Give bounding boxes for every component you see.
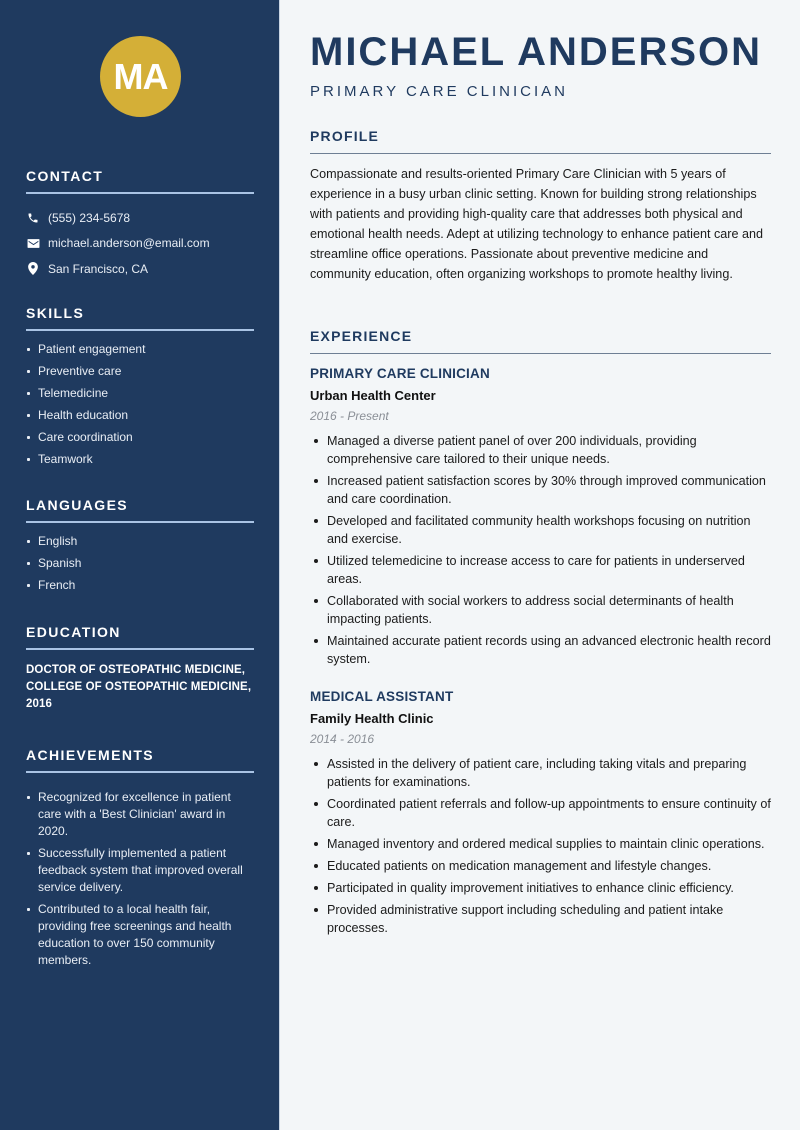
candidate-title: PRIMARY CARE CLINICIAN <box>310 83 568 100</box>
phone-icon <box>26 211 40 225</box>
job-company: Family Health Clinic <box>310 711 434 726</box>
job-bullet: Utilized telemedicine to increase access to care for patients in underserved areas. <box>310 552 771 588</box>
achievements-list <box>26 789 254 969</box>
experience-heading: EXPERIENCE <box>310 328 771 354</box>
skill-item: Teamwork <box>26 451 254 468</box>
skill-item: Telemedicine <box>26 385 254 402</box>
job-entry <box>310 689 771 941</box>
job-bullets <box>310 755 771 937</box>
email-address[interactable]: michael.anderson@email.com <box>48 236 210 251</box>
achievement-item: Contributed to a local health fair, providing free screenings and health education to over 150 community members. <box>26 901 254 969</box>
achievement-item: Successfully implemented a patient feedback system that improved overall service delivery. <box>26 845 254 896</box>
profile-section <box>310 128 771 284</box>
language-item: English <box>26 533 254 550</box>
job-bullet: Managed a diverse patient panel of over 200 individuals, providing comprehensive care tailored to their unique needs. <box>310 432 771 468</box>
job-bullet: Educated patients on medication management and lifestyle changes. <box>310 857 771 875</box>
education-entry: DOCTOR OF OSTEOPATHIC MEDICINE, COLLEGE OF OSTEOPATHIC MEDICINE, 2016 <box>26 664 252 710</box>
skills-heading: SKILLS <box>26 305 254 331</box>
job-entry <box>310 366 771 672</box>
job-bullets <box>310 432 771 668</box>
job-bullet: Increased patient satisfaction scores by 30% through improved communication and care coordination. <box>310 472 771 508</box>
profile-summary: Compassionate and results-oriented Primary Care Clinician with 5 years of experience in a busy urban clinic setting. Known for building strong relationships with patients and providing high-quality care that addresses both physical and emotional health needs. Adept at utilizing technology to enhance patient care and streamline office operations. Passionate about preventive medicine and community education, often organizing workshops to promote healthy living. <box>310 167 763 281</box>
job-title: MEDICAL ASSISTANT <box>310 689 454 704</box>
skill-item: Preventive care <box>26 363 254 380</box>
job-dates: 2014 - 2016 <box>310 732 375 746</box>
education-heading: EDUCATION <box>26 624 254 650</box>
job-bullet: Provided administrative support including scheduling and patient intake processes. <box>310 901 771 937</box>
location-pin-icon <box>26 262 40 276</box>
avatar <box>100 36 181 117</box>
job-dates: 2016 - Present <box>310 409 389 423</box>
contact-location <box>26 256 254 282</box>
contact-email <box>26 231 254 257</box>
avatar-initials: MA <box>113 55 168 97</box>
job-company: Urban Health Center <box>310 388 436 403</box>
languages-heading: LANGUAGES <box>26 497 254 523</box>
contact-heading: CONTACT <box>26 168 254 194</box>
job-bullet: Participated in quality improvement initiatives to enhance clinic efficiency. <box>310 879 771 897</box>
skill-item: Health education <box>26 407 254 424</box>
job-bullet: Assisted in the delivery of patient care, including taking vitals and preparing patients for examinations. <box>310 755 771 791</box>
job-bullet: Collaborated with social workers to address social determinants of health impacting patients. <box>310 592 771 628</box>
language-item: Spanish <box>26 555 254 572</box>
skill-item: Patient engagement <box>26 341 254 358</box>
language-item: French <box>26 577 254 594</box>
experience-section <box>310 328 771 354</box>
job-bullet: Managed inventory and ordered medical supplies to maintain clinic operations. <box>310 835 771 853</box>
education-section <box>26 624 254 713</box>
email-icon <box>26 236 40 250</box>
skills-section <box>26 305 254 473</box>
achievement-item: Recognized for excellence in patient care with a 'Best Clinician' award in 2020. <box>26 789 254 840</box>
candidate-name: MICHAEL ANDERSON <box>310 30 763 74</box>
contact-section <box>26 168 254 282</box>
job-bullet: Coordinated patient referrals and follow-up appointments to ensure continuity of care. <box>310 795 771 831</box>
location-text: San Francisco, CA <box>48 261 149 276</box>
sidebar <box>0 0 280 1130</box>
contact-phone <box>26 205 254 231</box>
languages-section <box>26 497 254 599</box>
job-bullet: Developed and facilitated community health workshops focusing on nutrition and exercise. <box>310 512 771 548</box>
achievements-heading: ACHIEVEMENTS <box>26 747 254 773</box>
skill-item: Care coordination <box>26 429 254 446</box>
job-bullet: Maintained accurate patient records using an advanced electronic health record system. <box>310 632 771 668</box>
skills-list <box>26 341 254 468</box>
contact-list <box>26 205 254 282</box>
profile-heading: PROFILE <box>310 128 771 154</box>
languages-list <box>26 533 254 594</box>
achievements-section <box>26 747 254 974</box>
job-title: PRIMARY CARE CLINICIAN <box>310 366 490 381</box>
phone-number: (555) 234-5678 <box>48 210 131 225</box>
